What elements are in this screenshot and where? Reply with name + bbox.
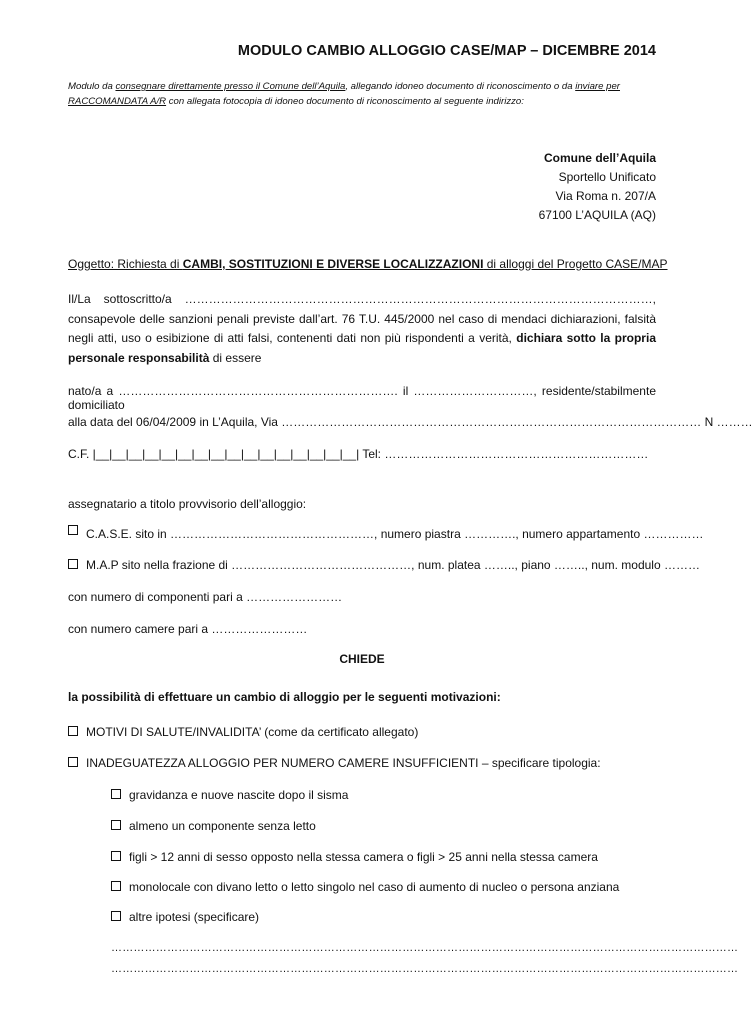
option-label: MOTIVI DI SALUTE/INVALIDITA’ (come da certificato allegato) (86, 725, 419, 739)
rooms-line[interactable]: con numero camere pari a …………………… (68, 622, 308, 636)
case-line: C.A.S.E. sito in ……………………………………………, numero piastra …………., numero appartamento …………… (86, 527, 704, 541)
sub-option-children[interactable] (111, 850, 598, 864)
components-line[interactable]: con numero di componenti pari a …………………… (68, 590, 343, 604)
checkbox-icon[interactable] (68, 525, 78, 535)
declaration-part-2: di essere (209, 350, 262, 365)
birth-line[interactable]: nato/a a ……………………………………………………………. il …………………………, residente/stabilmente domiciliato (68, 384, 656, 412)
sub-option-label: altre ipotesi (specificare) (129, 910, 260, 924)
checkbox-icon[interactable] (111, 881, 121, 891)
intro-link-raccomandata: RACCOMANDATA A/R (68, 96, 167, 107)
residence-line[interactable]: alla data del 06/04/2009 in L’Aquila, Via …………………………………………………………………………………………… N ……… (68, 415, 753, 429)
option-label: INADEGUATEZZA ALLOGGIO PER NUMERO CAMERE INSUFFICIENTI – specificare tipologia: (86, 756, 601, 770)
intro-part-2: , allegando idoneo documento di riconoscimento o da (345, 81, 576, 92)
chiede-heading: CHIEDE (339, 652, 385, 666)
other-specify-line-2[interactable]: …………………………………………………………………………………………………………………………………………………… (111, 963, 739, 975)
sub-option-no-bed[interactable] (111, 819, 316, 833)
intro-part-1: Modulo da (68, 81, 116, 92)
map-option[interactable] (68, 558, 700, 572)
intro-link-inviare: inviare per (575, 81, 620, 92)
intro-text (68, 79, 656, 109)
assignee-label: assegnatario a titolo provvisorio dell’alloggio: (68, 497, 307, 511)
address-office: Sportello Unificato (558, 170, 656, 184)
option-health[interactable] (68, 725, 418, 739)
declaration-bold: dichiara sotto la propria personale responsabilità (68, 331, 656, 365)
sub-option-label: monolocale con divano letto o letto singolo nel caso di aumento di nucleo o persona anziana (129, 880, 620, 894)
address-street: Via Roma n. 207/A (555, 189, 656, 203)
sub-option-studio[interactable] (111, 880, 619, 894)
checkbox-icon[interactable] (68, 726, 78, 736)
checkbox-icon[interactable] (111, 911, 121, 921)
sub-option-pregnancy[interactable] (111, 788, 348, 802)
fiscal-code-line[interactable]: C.F. |__|__|__|__|__|__|__|__|__|__|__|__|__|__|__|__| Tel: ………………………………………………………… (68, 447, 649, 461)
intro-link-consegnare: consegnare direttamente presso il Comune dell’Aquila (115, 81, 346, 92)
checkbox-icon[interactable] (111, 820, 121, 830)
checkbox-icon[interactable] (111, 789, 121, 799)
map-line: M.A.P sito nella frazione di ………………………………………, num. platea …….., piano …….., num. modulo ……… (86, 558, 700, 572)
subject-bold: CAMBI, SOSTITUZIONI E DIVERSE LOCALIZZAZIONI (182, 257, 484, 271)
form-title: MODULO CAMBIO ALLOGGIO CASE/MAP – DICEMBRE 2014 (237, 43, 656, 59)
declaration-paragraph (68, 290, 656, 368)
address-city: 67100 L’AQUILA (AQ) (538, 208, 656, 222)
address-name: Comune dell’Aquila (543, 151, 656, 165)
sub-option-other[interactable] (111, 910, 259, 924)
intro-part-3: con allegata fotocopia di idoneo documento di riconoscimento al seguente indirizzo: (166, 96, 524, 107)
option-rooms[interactable] (68, 756, 601, 770)
subject-prefix: Oggetto: Richiesta di (68, 257, 183, 271)
subject-line (68, 257, 668, 271)
checkbox-icon[interactable] (68, 757, 78, 767)
checkbox-icon[interactable] (111, 851, 121, 861)
declaration-part-1: Il/La sottoscritto/a ………………………………………………………………………………………………………, consapevole delle sanzioni penali previste dall’art. 76 T.U. 445/2000 nel caso di mendaci dichiarazioni, falsità negli atti, uso o esibizione di atti falsi, contenenti dati non più rispondenti a verità, (68, 292, 656, 345)
motivation-heading: la possibilità di effettuare un cambio di alloggio per le seguenti motivazioni: (68, 690, 501, 704)
sub-option-label: almeno un componente senza letto (129, 819, 316, 833)
sub-option-label: gravidanza e nuove nascite dopo il sisma (129, 788, 349, 802)
checkbox-icon[interactable] (68, 559, 78, 569)
other-specify-line-1[interactable]: …………………………………………………………………………………………………………………………………………………… (111, 942, 739, 954)
case-option[interactable] (68, 527, 703, 541)
subject-suffix: di alloggi del Progetto CASE/MAP (483, 257, 668, 271)
sub-option-label: figli > 12 anni di sesso opposto nella stessa camera o figli > 25 anni nella stessa camera (129, 850, 598, 864)
